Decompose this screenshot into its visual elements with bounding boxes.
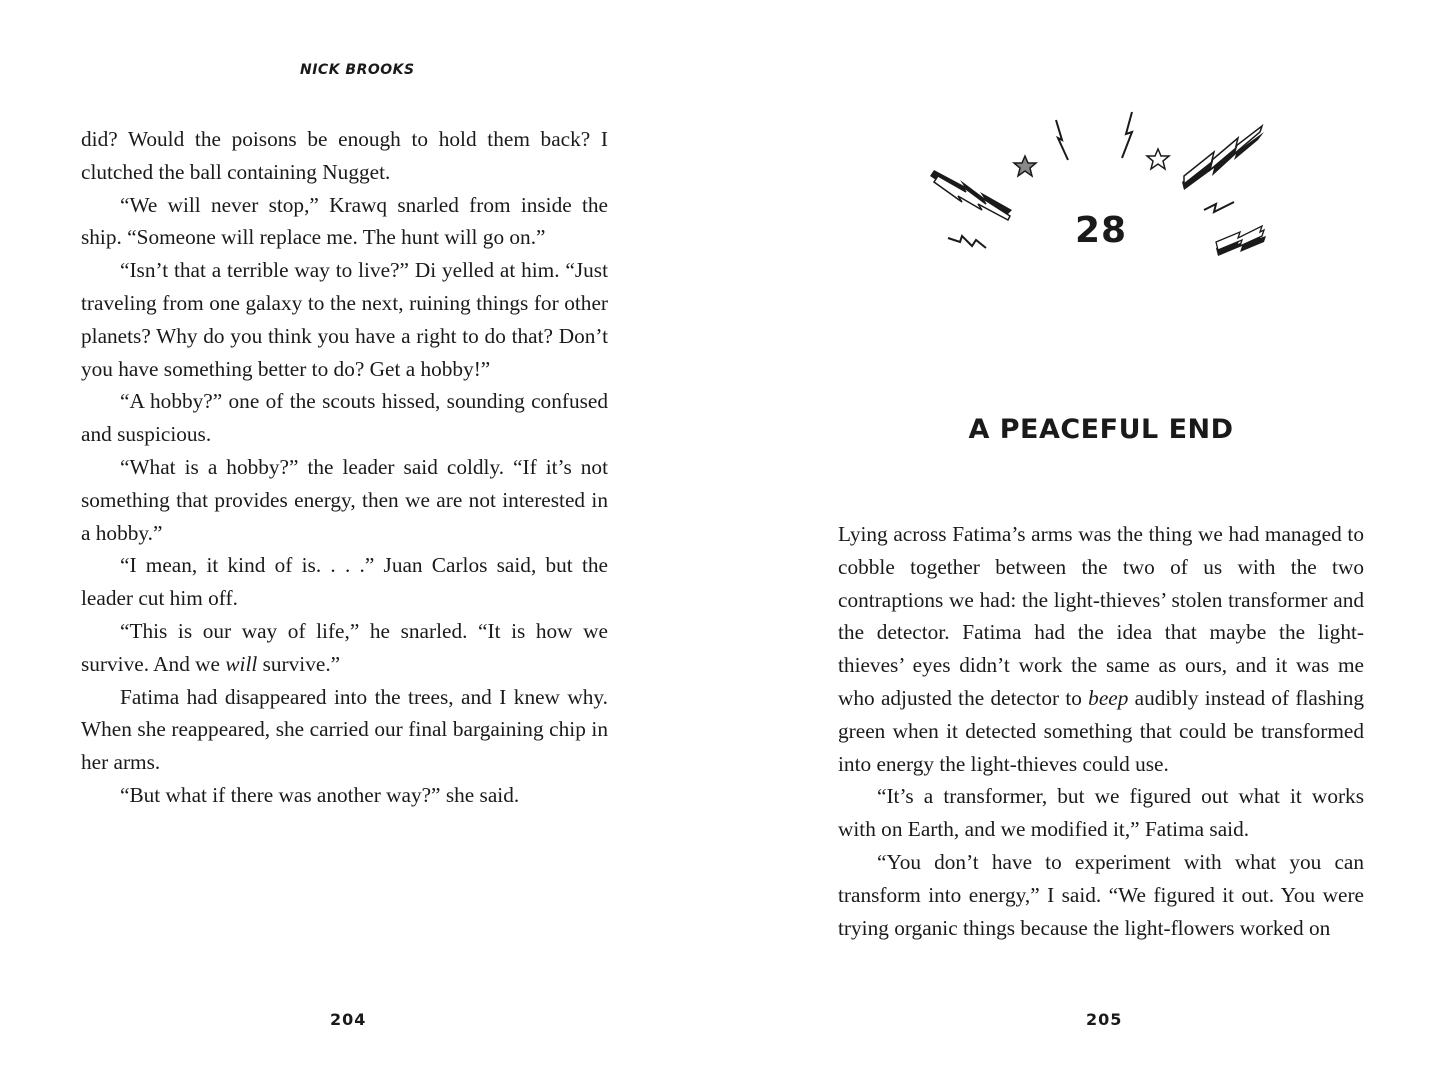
paragraph: Fatima had disappeared into the trees, and I knew why. When she reappeared, she carried our final bargaining chip in her arms.	[81, 684, 608, 775]
emphasis-text: will	[225, 651, 258, 676]
paragraph: “You don’t have to experiment with what you can transform into energy,” I said. “We figured it out. You were trying organic things because the light-flowers worked on	[838, 849, 1364, 940]
star-icon	[1014, 156, 1036, 176]
paragraph: “I mean, it kind of is. . . .” Juan Carlos said, but the leader cut him off.	[81, 553, 608, 611]
paragraph: “Isn’t that a terrible way to live?” Di yelled at him. “Just traveling from one galaxy to the next, ruining things for other planets? Why do you think you have a right to do that? Don’t you have something better to do? Get a hobby!”	[81, 258, 608, 381]
star-icon	[1147, 149, 1169, 169]
page-number: 204	[330, 1010, 367, 1029]
lightning-bolt-icon	[1182, 126, 1264, 190]
paragraph: did? Would the poisons be enough to hold them back? I clutched the ball containing Nugget.	[81, 127, 608, 184]
paragraph: “We will never stop,” Krawq snarled from inside the ship. “Someone will replace me. The hunt will go on.”	[81, 192, 608, 250]
paragraph: “It’s a transformer, but we figured out what it works with on Earth, and we modified it,” Fatima said.	[838, 784, 1364, 842]
right-page	[722, 0, 1445, 1084]
paragraph: “What is a hobby?” the leader said coldly. “If it’s not something that provides energy, then we are not interested in a hobby.”	[81, 454, 608, 545]
lightning-bolt-icon	[1056, 120, 1068, 160]
lightning-bolt-icon	[1122, 112, 1132, 158]
left-page	[0, 0, 722, 1084]
page-number: 205	[1086, 1010, 1123, 1029]
running-head: NICK BROOKS	[300, 62, 415, 78]
paragraph: Lying across Fatima’s arms was the thing we had managed to cobble together between the two of us with the two contraptions we had: the light-thieves’ stolen transformer and the detector. Fatima had the idea that maybe the light-thieves’ eyes didn’t work the same as ours, and it was me who adjusted the detector to beep audibly instead of flashing green when it detected something that could be transformed into energy the light-thieves could use.	[838, 522, 1365, 776]
emphasis-text: beep	[1088, 685, 1129, 710]
chapter-title: A PEACEFUL END	[968, 414, 1234, 445]
paragraph: “This is our way of life,” he snarled. “It is how we survive. And we will survive.”	[81, 618, 608, 676]
chapter-number: 28	[1074, 210, 1128, 251]
paragraph: “But what if there was another way?” she said.	[120, 782, 520, 807]
right-body-text	[838, 518, 1364, 944]
left-body-text	[81, 123, 608, 812]
paragraph: “A hobby?” one of the scouts hissed, sounding confused and suspicious.	[81, 389, 608, 447]
